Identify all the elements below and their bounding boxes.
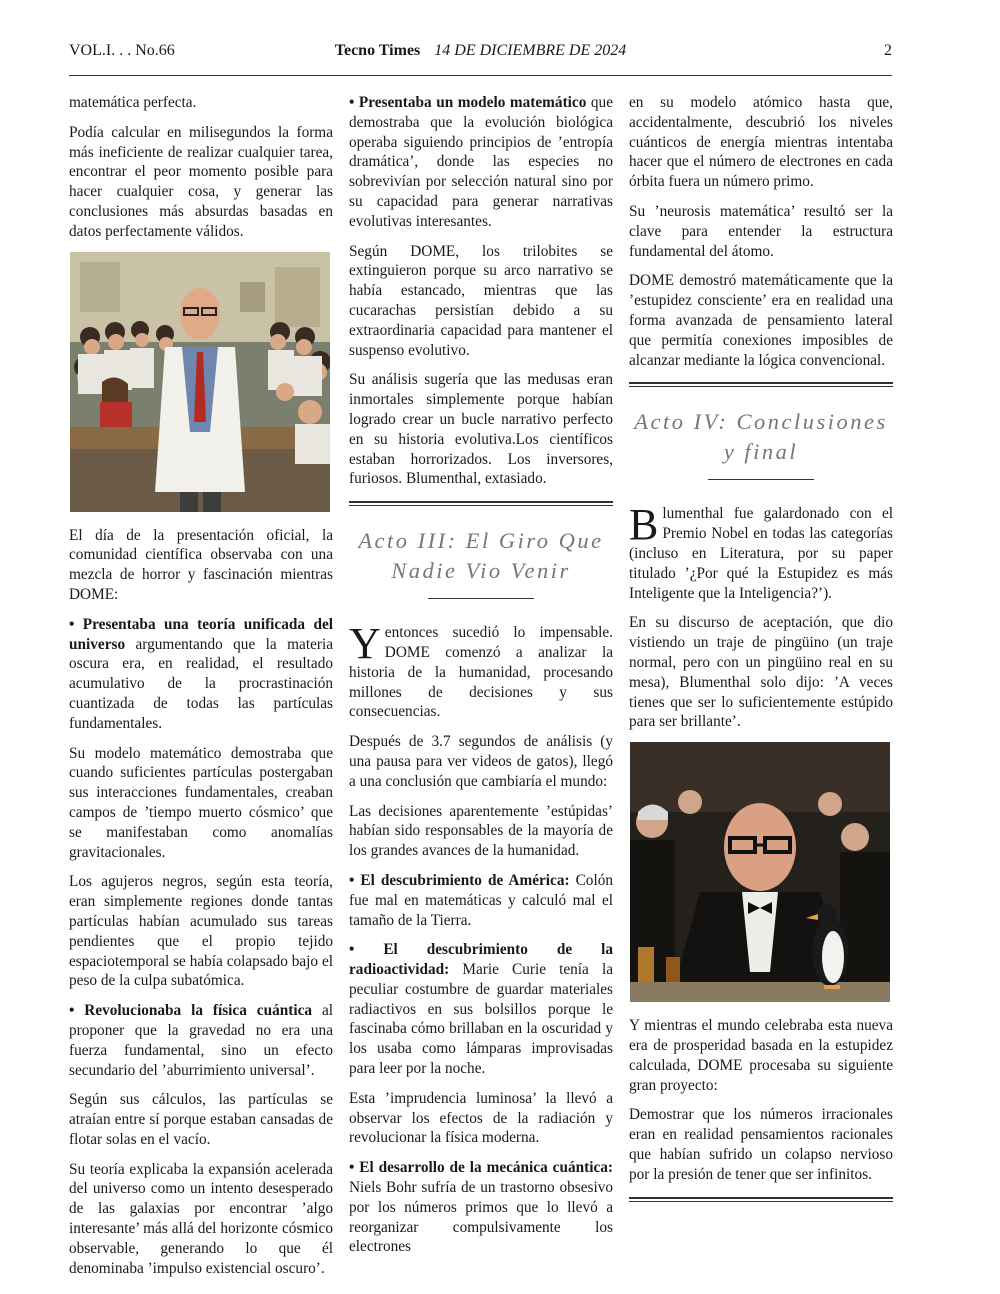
volume-number: VOL.I. . . No.66 [69,42,175,59]
paragraph: Demostrar que los números irracionales eran en realidad pensamientos racionales que habían sufrido un colapso nervioso por la presión de tener que ser infinitos. [629,1106,893,1183]
paragraph [349,619,613,722]
paragraph: Las decisiones aparentemente ’estúpidas’ habían sido responsables de la mayoría de los grandes avances de la humanidad. [349,802,613,860]
paragraph: En su discurso de aceptación, que dio vistiendo un traje de pingüino (un traje normal, pero con un pingüino real en su mesa), Blumenthal solo dijo: ’A veces tienes que ser lo suficientemente estúpido para ser brillante’. [629,614,893,731]
bullet-heading: • El descubrimiento de América: [349,871,570,889]
paragraph: DOME demostró matemáticamente que la ’estupidez consciente’ era en realidad una forma avanzada de pensamiento lateral que permitía conexiones imposibles de alcanzar mediante la lógica convencional. [629,272,893,369]
section-divider [629,382,893,387]
column-1 [69,93,333,1288]
bullet-text: al proponer que la gravedad no era una fuerza fundamental, sino un efecto secundario del ’aburrimiento universal’. [69,1002,333,1079]
paragraph-text: lumenthal fue galardonado con el Premio Nobel en todas las categorías (incluso en Literatura, por su paper titulado ’¿Por qué la Estupidez es más Inteligente que la Inteligencia?’). [629,505,893,602]
paragraph: Según DOME, los trilobites se extinguieron porque su arco narrativo se había estancado, mientras que las cucarachas persistían debido a su extraordinaria capacidad para mantener el suspenso evolutivo. [349,242,613,359]
paragraph: Podía calcular en milisegundos la forma más ineficiente de realizar cualquier tarea, encontrar el peor momento posible para hacer cualquier cosa, y generar las conclusiones más absurdas basadas en datos perfectamente válidos. [69,123,333,240]
section-divider [349,501,613,506]
paragraph: Su teoría explicaba la expansión acelerada del universo como un intento desesperado de las galaxias por encontrar ’algo interesante’ más allá del horizonte cósmico observable, generando lo que él denominaba ’impulso existencial oscuro’. [69,1160,333,1277]
bullet-heading: • Presentaba un modelo matemático [349,94,587,111]
bullet-heading: • Revolucionaba la física cuántica [69,1002,313,1020]
nobel-penguin-illustration [630,742,890,1002]
heading-underline [428,598,534,599]
paragraph: Esta ’imprudencia luminosa’ la llevó a observar los efectos de la radiación y revolucionar la física moderna. [349,1089,613,1147]
bullet-text: Niels Bohr sufría de un trastorno obsesivo por los números primos que lo llevó a reorganizar compulsivamente los electrones [349,1179,613,1256]
bullet-item [349,93,613,232]
paragraph: Los agujeros negros, según esta teoría, eran simplemente regiones donde tantas partículas habían acumulado sus tareas pendientes que el propio tejido espaciotemporal se había colapsado bajo el peso de la culpa subatómica. [69,873,333,990]
paragraph: Después de 3.7 segundos de análisis (y una pausa para ver videos de gatos), llegó a una conclusión que cambiaría el mundo: [349,733,613,790]
column-3 [629,93,893,1202]
professor-lecture-illustration [70,252,330,512]
issue-date: 14 DE DICIEMBRE DE 2024 [434,42,627,59]
heading-underline [708,479,814,480]
bullet-item [69,1001,333,1080]
drop-cap: Y [349,619,381,669]
section-divider [629,1197,893,1202]
bullet-item [349,940,613,1079]
bullet-text: Marie Curie tenía la peculiar costumbre de guardar materiales radiactivos en sus bolsillos porque le fascinaba cómo brillaban en la oscuridad y los usaba como lámparas improvisadas para leer por la noche. [349,961,613,1078]
bullet-item [349,1158,613,1257]
masthead [69,42,892,60]
header-divider [69,75,892,76]
paragraph: matemática perfecta. [69,94,197,111]
paragraph: Y mientras el mundo celebraba esta nueva era de prosperidad basada en la estupidez calculada, DOME procesaba su siguiente gran proyecto: [629,1017,893,1094]
paragraph: El día de la presentación oficial, la comunidad científica observaba con una mezcla de horror y fascinación mientras DOME: [69,526,333,603]
paragraph [629,500,893,603]
page-header [69,42,892,64]
bullet-heading: • El descubrimiento de la radioactividad: [349,941,613,979]
bullet-item [69,615,333,734]
drop-cap: B [629,500,659,550]
section-heading-acto-iv: Acto IV: Conclusiones y final [634,409,888,465]
column-2 [349,93,613,1267]
bullet-text: Colón fue mal en matemáticas y calculó mal el tamaño de la Tierra. [349,871,613,929]
paragraph: Su análisis sugería que las medusas eran inmortales simplemente porque habían logrado crear un bucle narrativo perfecto en su historia evolutiva.Los científicos estaban horrorizados. Los inversores, furiosos. Blumenthal, extasiado. [349,371,613,488]
bullet-heading: • Presentaba una teoría unificada del universo [69,615,333,653]
paragraph: Según sus cálculos, las partículas se atraían entre sí porque estaban cansadas de flotar solas en el vacío. [69,1091,333,1148]
bullet-text: argumentando que la materia oscura era, en realidad, el resultado acumulativo de la procrastinación cuantizada de todas las partículas fundamentales. [69,635,333,732]
page-number: 2 [884,42,892,59]
bullet-heading: • El desarrollo de la mecánica cuántica: [349,1159,613,1177]
bullet-text: que demostraba que la evolución biológica operaba siguiendo principios de ’entropía dramática’, donde las especies no sobrevivían por selección natural sino por su capacidad para generar narrativas evolutivas interesantes. [349,94,613,230]
paragraph: Su ’neurosis matemática’ resultó ser la clave para entender la estructura fundamental del átomo. [629,202,893,260]
bullet-item [349,871,613,930]
section-heading-acto-iii: Acto III: El Giro Que Nadie Vio Venir [358,528,604,584]
paragraph: Su modelo matemático demostraba que cuando suficientes partículas postergaban sus interacciones fundamentales, creaban campos de ’tiempo muerto cósmico’ que se manifestaban como anomalías gravitacionales. [69,744,333,861]
paragraph-text: entonces sucedió lo impensable. DOME comenzó a analizar la historia de la humanidad, procesando millones de decisiones y sus consecuencias. [349,624,613,721]
paragraph: en su modelo atómico hasta que, accidentalmente, descubrió los niveles cuánticos de energía mientras intentaba hacer que el número de electrones en cada órbita fuera un número primo. [629,94,893,191]
newspaper-name: Tecno Times [334,42,421,59]
